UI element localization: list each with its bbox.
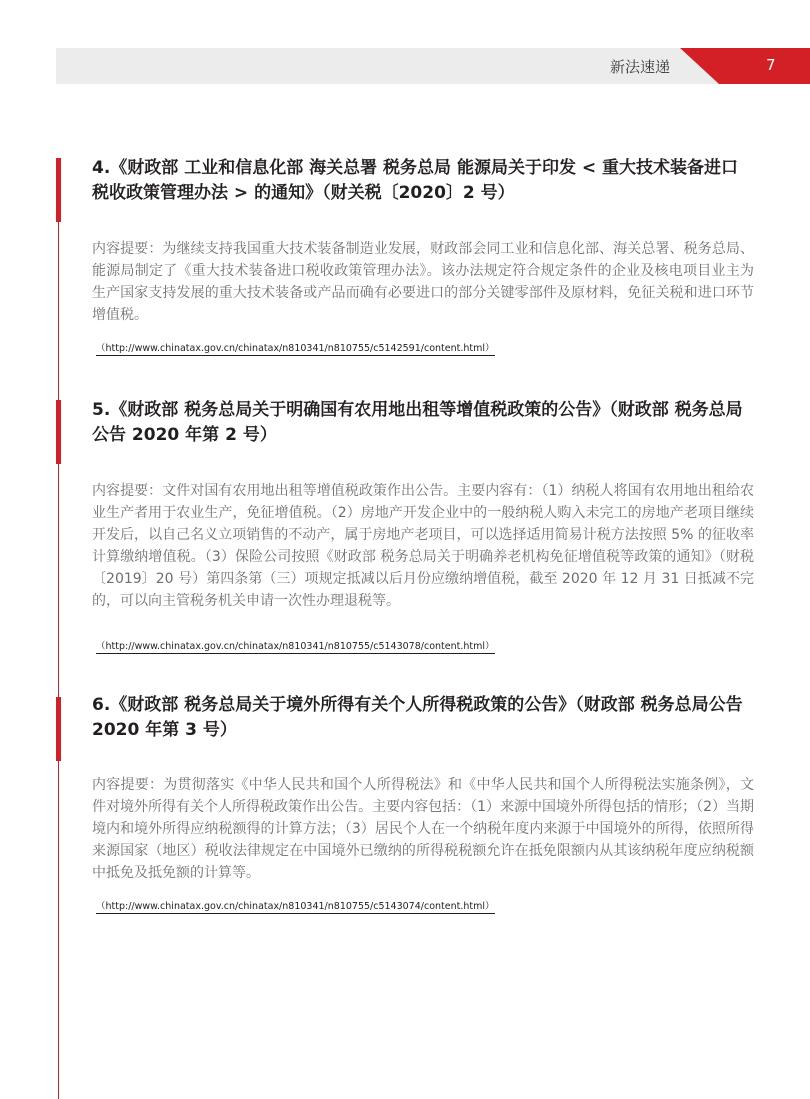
- section-link[interactable]: （http://www.chinatax.gov.cn/chinatax/n810341/n810755/c5142591/content.html）: [96, 340, 495, 356]
- section-title: 6.《财政部 税务总局关于境外所得有关个人所得税政策的公告》（财政部 税务总局公告 2020 年第 3 号）: [92, 695, 743, 740]
- page-number: 7: [766, 56, 776, 74]
- margin-line: [58, 200, 59, 1099]
- section-title: 4.《财政部 工业和信息化部 海关总署 税务总局 能源局关于印发 < 重大技术装备进口税收政策管理办法 > 的通知》（财关税〔2020〕2 号）: [92, 158, 739, 203]
- section-summary: 内容提要：为贯彻落实《中华人民共和国个人所得税法》和《中华人民共和国个人所得税法实施条例》，文件对境外所得有关个人所得税政策作出公告。主要内容包括：（1）来源中国境外所得包括的情形；（2）当期境内和境外所得应纳税额得的计算方法；（3）居民个人在一个纳税年度内来源于中国境外的所得，依照所得来源国家（地区）税收法律规定在中国境外已缴纳的所得税税额允许在抵免限额内从其该纳税年度应纳税额中抵免及抵免额的计算等。: [92, 777, 754, 881]
- section-link[interactable]: （http://www.chinatax.gov.cn/chinatax/n810341/n810755/c5143078/content.html）: [96, 638, 495, 654]
- section-summary: 内容提要：为继续支持我国重大技术装备制造业发展，财政部会同工业和信息化部、海关总署、税务总局、能源局制定了《重大技术装备进口税收政策管理办法》。该办法规定符合规定条件的企业及核电项目业主为生产国家支持发展的重大技术装备或产品而确有必要进口的部分关键零部件及原材料，免征关税和进口环节增值税。: [92, 241, 754, 323]
- section-summary: 内容提要：文件对国有农用地出租等增值税政策作出公告。主要内容有：（1）纳税人将国有农用地出租给农业生产者用于农业生产，免征增值税。（2）房地产开发企业中的一般纳税人购入未完工的房地产老项目继续开发后，以自己名义立项销售的不动产，属于房地产老项目，可以选择适用简易计税方法按照 5% 的征收率计算缴纳增值税。（3）保险公司按照《财政部 税务总局关于明确养老机构免征增值税等政策的通知》（财税〔2019〕20 号）第四条第（三）项规定抵减以后月份应缴纳增值税，截至 2020 年 12 月 31 日抵减不完的，可以向主管税务机关申请一次性办理退税等。: [92, 483, 754, 609]
- section-title: 5.《财政部 税务总局关于明确国有农用地出租等增值税政策的公告》（财政部 税务总局公告 2020 年第 2 号）: [92, 400, 743, 445]
- section-marker: [56, 697, 61, 761]
- section-marker: [56, 158, 61, 222]
- header-label: 新法速递: [610, 58, 671, 76]
- section-link[interactable]: （http://www.chinatax.gov.cn/chinatax/n810341/n810755/c5143074/content.html）: [96, 898, 495, 914]
- section-marker: [56, 400, 61, 464]
